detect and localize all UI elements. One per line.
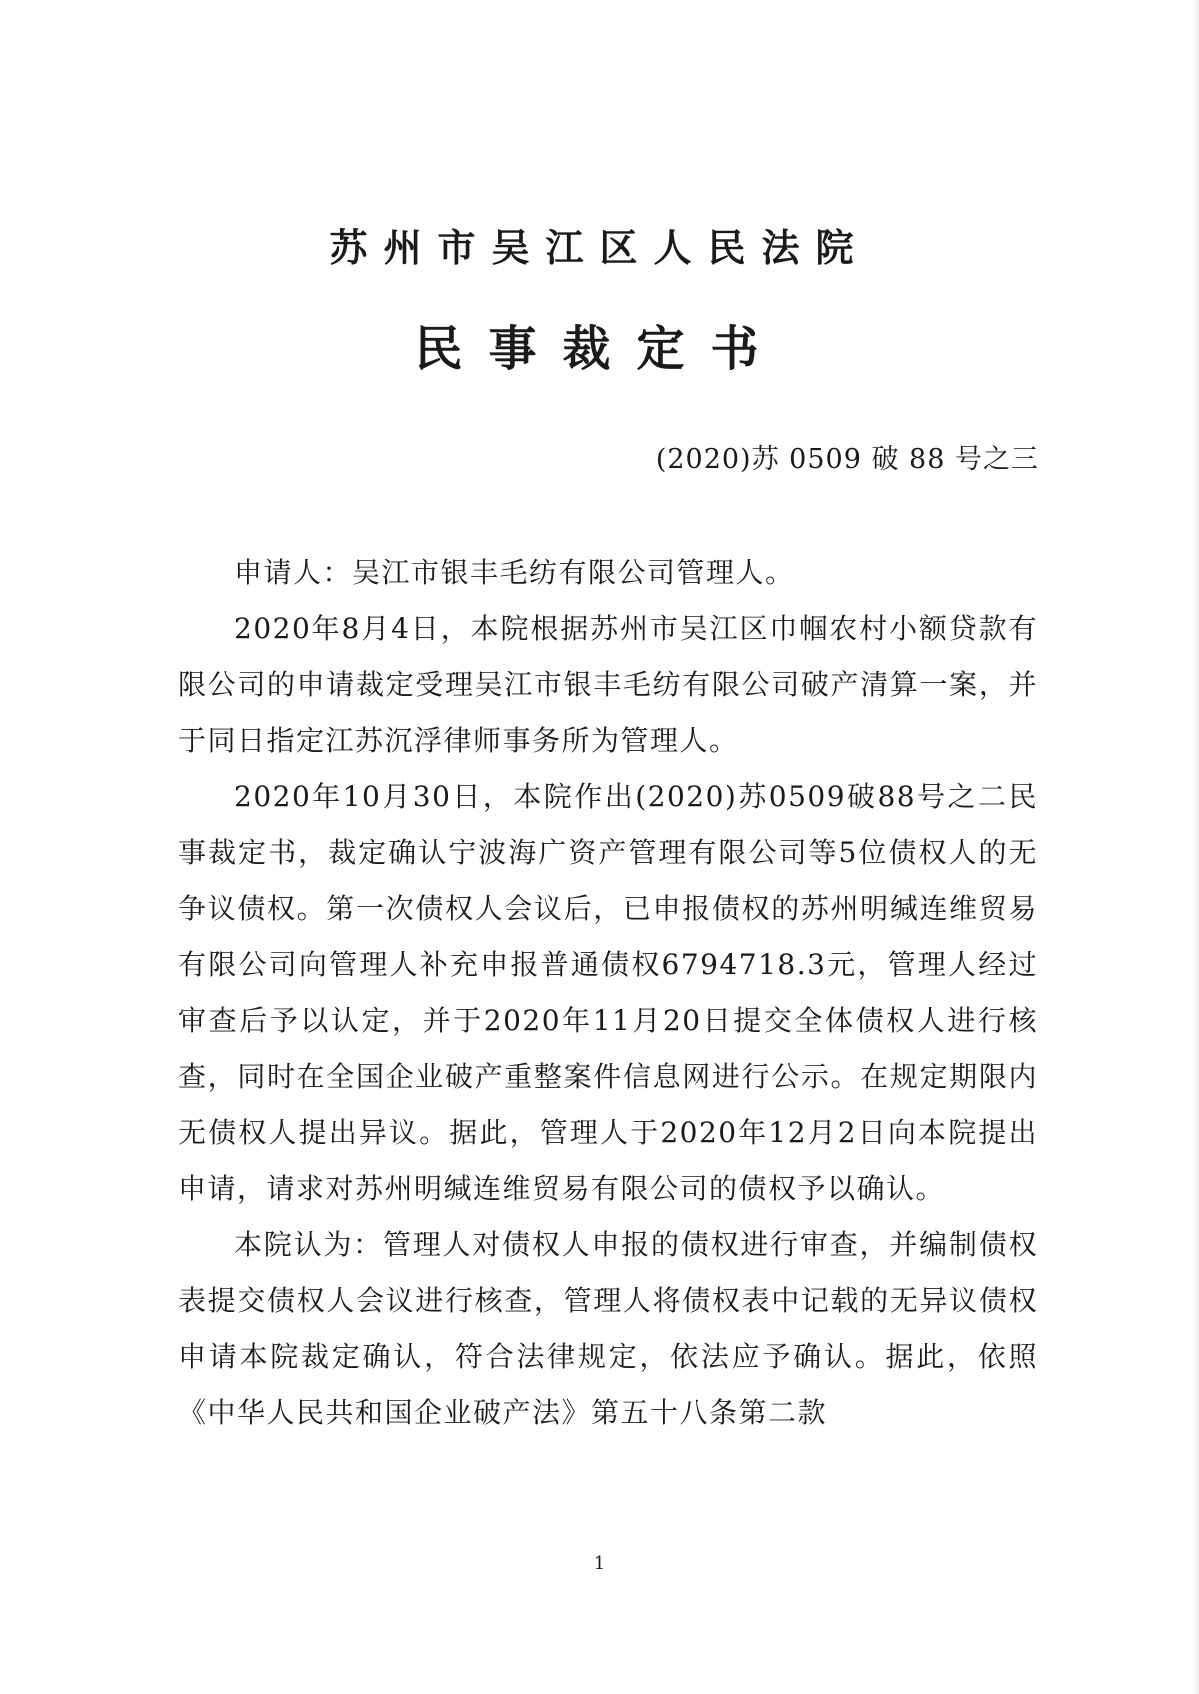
document-type-heading: 民事裁定书 [414, 321, 785, 377]
document-body [178, 545, 1038, 1441]
page-number: 1 [593, 1553, 606, 1574]
case-number: (2020)苏 0509 破 88 号之三 [655, 444, 1039, 475]
paragraph-claim-review: 2020年10月30日，本院作出(2020)苏0509破88号之二民事裁定书，裁定确认宁波海广资产管理有限公司等5位债权人的无争议债权。第一次债权人会议后，已申报债权的苏州明缄连维贸易有限公司向管理人补充申报普通债权6794718.3元，管理人经过审查后予以认定，并于2020年11月20日提交全体债权人进行核查，同时在全国企业破产重整案件信息网进行公示。在规定期限内无债权人提出异议。据此，管理人于2020年12月2日向本院提出申请，请求对苏州明缄连维贸易有限公司的债权予以确认。 [178, 780, 1038, 1205]
court-name-heading: 苏州市吴江区人民法院 [329, 225, 870, 270]
paragraph-case-acceptance: 2020年8月4日，本院根据苏州市吴江区巾帼农村小额贷款有限公司的申请裁定受理吴江市银丰毛纺有限公司破产清算一案，并于同日指定江苏沉浮律师事务所为管理人。 [178, 612, 1038, 757]
paragraph-applicant: 申请人：吴江市银丰毛纺有限公司管理人。 [234, 556, 795, 589]
paragraph-court-opinion: 本院认为：管理人对债权人申报的债权进行审查，并编制债权表提交债权人会议进行核查，管理人将债权表中记载的无异议债权申请本院裁定确认，符合法律规定，依法应予确认。据此，依照《中华人民共和国企业破产法》第五十八条第二款 [178, 1228, 1038, 1429]
